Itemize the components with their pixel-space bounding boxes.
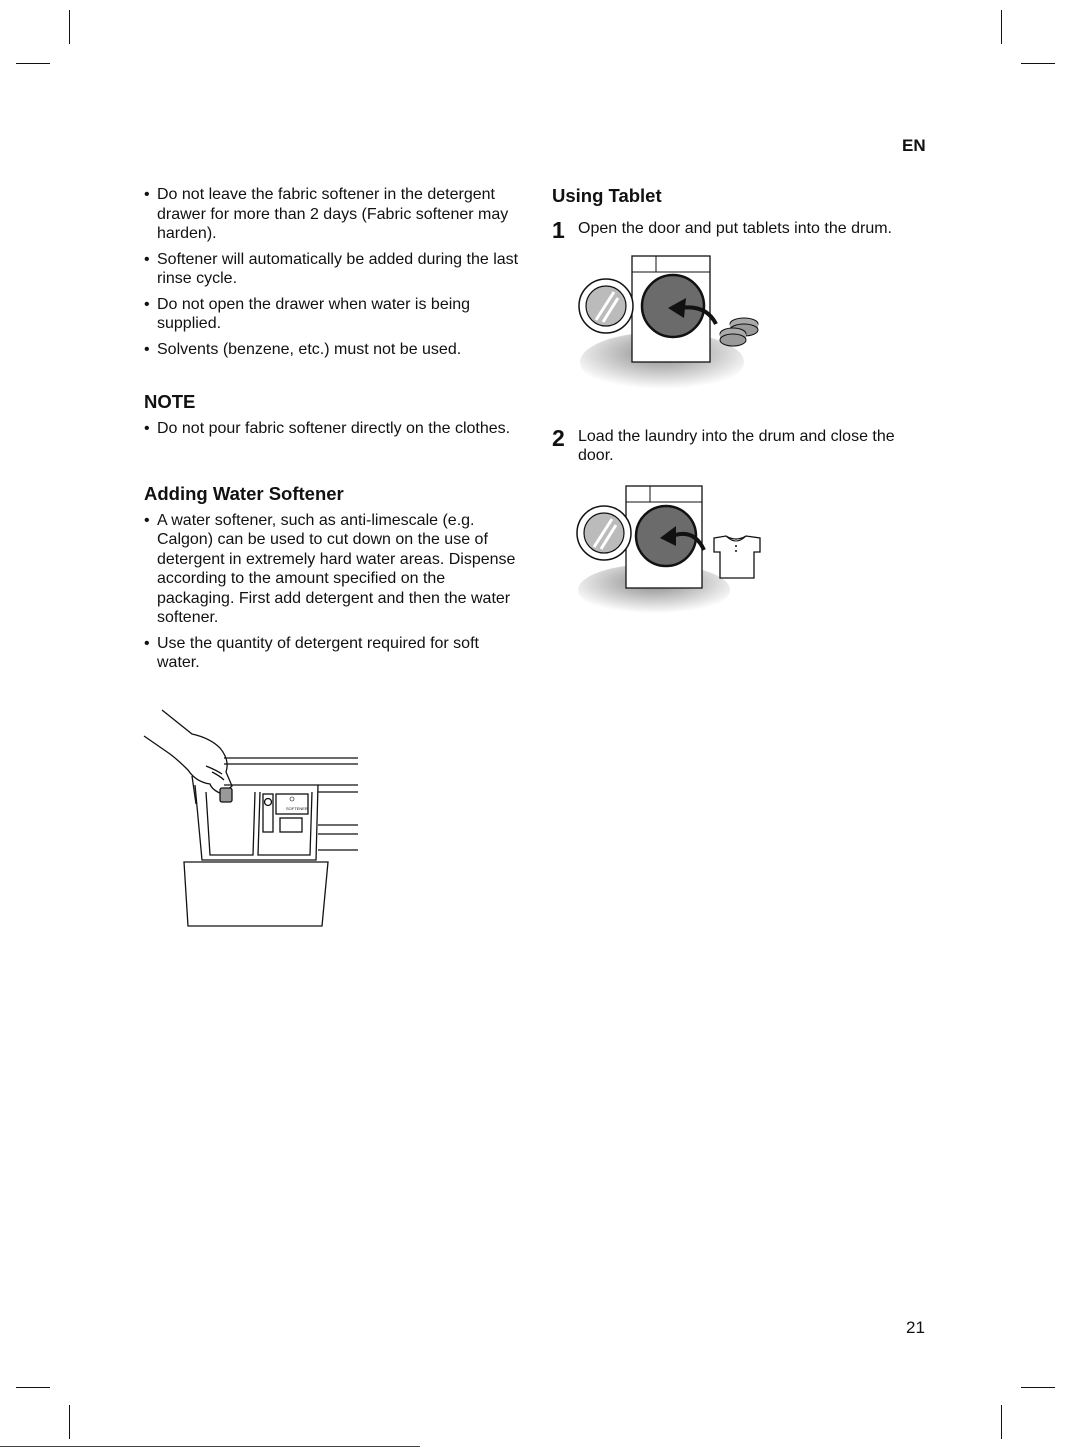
water-softener-bullet-list [144, 511, 524, 673]
list-item: • A water softener, such as anti-limescale (e.g. Calgon) can be used to cut down on the use of detergent in extremely hard water areas. Dispense according to the amount specified on the packaging. First add detergent and then the water softener. [144, 511, 524, 628]
language-code: EN [902, 136, 926, 155]
crop-mark-br-v [1001, 1405, 1002, 1439]
crop-mark-bl-v [69, 1405, 70, 1439]
softener-bullet-list [144, 185, 524, 359]
note-heading: NOTE [144, 391, 196, 412]
detergent-drawer-illustration [140, 710, 362, 930]
list-item: • Use the quantity of detergent required for soft water. [144, 634, 524, 673]
washer-laundry-illustration [574, 486, 766, 618]
list-item: • Do not pour fabric softener directly on the clothes. [144, 419, 524, 439]
crop-mark-br-h [1021, 1387, 1055, 1388]
step-number: 2 [552, 424, 565, 451]
crop-mark-tl-h [16, 63, 50, 64]
svg-text:SOFTENER: SOFTENER [286, 806, 308, 811]
step-number: 1 [552, 217, 565, 243]
step-text: Open the door and put tablets into the drum. [578, 220, 892, 237]
page-number: 21 [906, 1318, 925, 1337]
list-item: • Do not leave the fabric softener in the detergent drawer for more than 2 days (Fabric softener may harden). [144, 185, 524, 244]
crop-mark-tl-v [69, 10, 70, 44]
crop-mark-tr-v [1001, 10, 1002, 44]
list-item: • Do not open the drawer when water is being supplied. [144, 295, 524, 334]
step-text: Load the laundry into the drum and close the door. [578, 427, 895, 464]
left-column [144, 185, 524, 679]
water-softener-heading: Adding Water Softener [144, 482, 344, 504]
crop-mark-tr-h [1021, 63, 1055, 64]
using-tablet-heading: Using Tablet [552, 185, 662, 206]
list-item: • Solvents (benzene, etc.) must not be used. [144, 340, 524, 360]
step-1 [552, 217, 932, 243]
list-item: • Softener will automatically be added during the last rinse cycle. [144, 250, 524, 289]
washer-tablet-illustration [576, 254, 766, 394]
note-bullet-list [144, 419, 524, 439]
bottom-rule [0, 1446, 420, 1447]
crop-mark-bl-h [16, 1387, 50, 1388]
step-2 [552, 424, 932, 466]
